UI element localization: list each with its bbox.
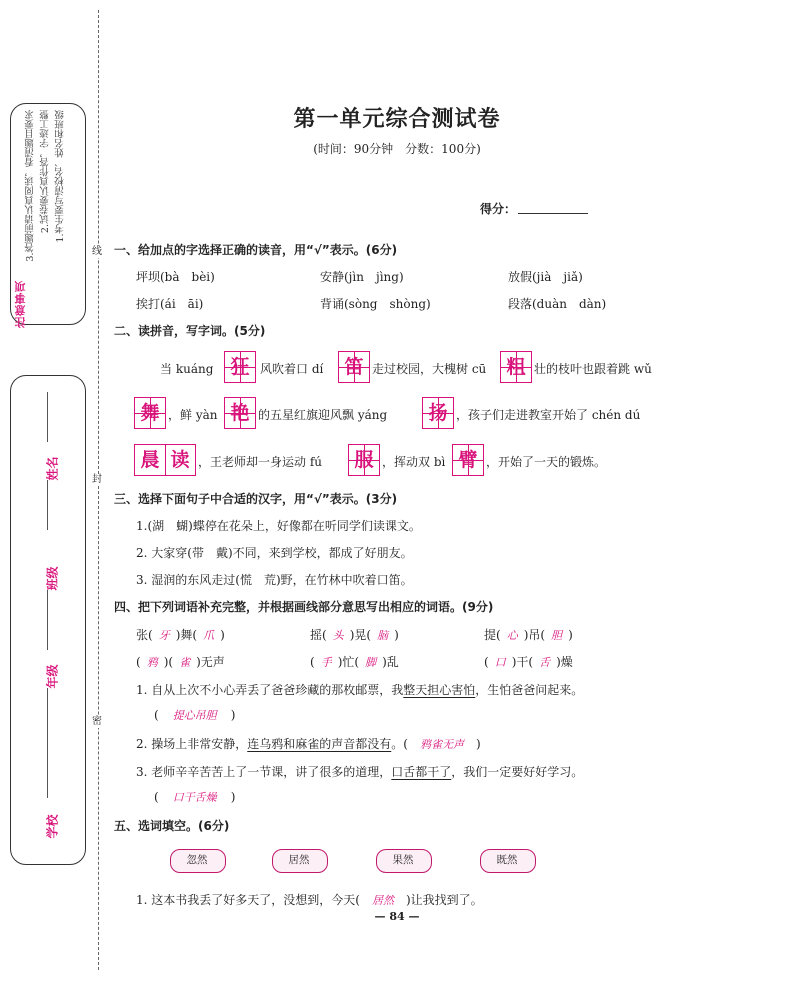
underlined-phrase: 整天担心害怕 — [403, 683, 476, 697]
idiom-fill: 手 — [320, 656, 332, 669]
answer-char: 狂 — [230, 356, 250, 378]
answer-char: 笛 — [344, 356, 364, 378]
section-4-heading: 四、把下列词语补充完整，并根据画线部分意思写出相应的词语。(9分) — [114, 600, 494, 614]
s2-text-1: 当 kuáng — [160, 362, 214, 376]
idiom-fill: 舌 — [539, 656, 551, 669]
idiom-fill: 口 — [494, 656, 506, 669]
student-info-box — [10, 375, 86, 865]
cut-mark-mi: 密 — [92, 716, 102, 727]
s1-item-1: 坪坝(bà bèi) — [136, 270, 215, 284]
name-label: 姓名 — [45, 456, 60, 481]
idiom-2: 摇( 头 )晃( 脑 ) — [310, 628, 399, 642]
s2-text-6: 的五星红旗迎风飘 yáng — [258, 408, 388, 422]
grade-label: 年级 — [45, 664, 60, 689]
score-field[interactable] — [518, 213, 588, 214]
answer-char: 扬 — [428, 402, 448, 424]
section-2-heading: 二、读拼音，写字词。(5分) — [114, 324, 266, 338]
handwritten-answer: 提心吊胆 — [172, 709, 217, 722]
underlined-phrase: 口舌都干了 — [391, 765, 452, 779]
name-line-top[interactable] — [47, 392, 48, 442]
answer-char: 粗 — [506, 356, 526, 378]
word-card-label: 果然 — [392, 854, 414, 866]
word-card-label: 既然 — [496, 854, 518, 866]
s2-text-8: ，王老师却一身运动 fú — [198, 455, 322, 469]
underlined-phrase: 连乌鸦和麻雀的声音都没有 — [247, 737, 392, 751]
idiom-6: ( 口 )干( 舌 )燥 — [484, 655, 573, 669]
handwritten-answer: 居然 — [371, 894, 394, 907]
s2-text-2: 风吹着口 dí — [260, 362, 324, 376]
idiom-5: ( 手 )忙( 脚 )乱 — [310, 655, 399, 669]
score-label: 得分： — [480, 202, 517, 216]
s3-item-1: 1.(湖 蝴)蝶停在花朵上，好像都在听同学们读课文。 — [136, 519, 421, 533]
answer-char: 读 — [170, 449, 190, 471]
s4-question-3: 3. 老师辛辛苦苦上了一节课，讲了很多的道理，口舌都干了，我们一定要好好学习。 — [136, 765, 584, 779]
s2-text-7: ，孩子们走进教室开始了 chén dú — [456, 408, 641, 422]
idiom-fill: 心 — [506, 629, 518, 642]
idiom-fill: 胆 — [551, 629, 563, 642]
answer-char: 舞 — [140, 402, 160, 424]
idiom-fill: 头 — [332, 629, 344, 642]
grade-line[interactable] — [47, 688, 48, 798]
answer-char: 服 — [354, 449, 374, 471]
word-card-label: 居然 — [288, 854, 310, 866]
handwritten-answer: 鸦雀无声 — [419, 738, 464, 751]
s4-question-1: 1. 自从上次不小心弄丢了爸爸珍藏的那枚邮票，我整天担心害怕，生怕爸爸问起来。 — [136, 683, 584, 697]
cut-mark-feng: 封 — [92, 474, 102, 485]
class-label: 班级 — [45, 566, 60, 591]
page-title: 第一单元综合测试卷 — [293, 107, 501, 132]
s2-text-3: 走过校园，大槐树 cū — [372, 362, 487, 376]
s4-answer-1: ( 提心吊胆 ) — [154, 708, 236, 722]
s2-text-9: ，挥动双 bì — [382, 455, 446, 469]
s3-item-2: 2. 大家穿(带 戴)不同，来到学校，都成了好朋友。 — [136, 546, 413, 560]
s1-item-2: 安静(jìn jìng) — [320, 270, 404, 284]
section-1-heading: 一、给加点的字选择正确的读音，用“√”表示。(6分) — [114, 243, 398, 257]
s4-question-2: 2. 操场上非常安静，连乌鸦和麻雀的声音都没有。( 鸦雀无声 ) — [136, 737, 481, 751]
page-number: — 84 — — [374, 910, 420, 923]
idiom-fill: 脑 — [377, 629, 389, 642]
notice-line-2: 2.试卷要认真作答，字迹工整 — [40, 110, 51, 234]
cut-mark-xian: 线 — [92, 246, 102, 257]
notice-line-1: 1.考生要写清校名、姓名和班级 — [55, 110, 66, 243]
idiom-fill: 雀 — [179, 656, 191, 669]
s1-item-5: 背诵(sòng shòng) — [320, 297, 431, 311]
s1-item-3: 放假(jià jiǎ) — [508, 270, 583, 284]
idiom-3: 提( 心 )吊( 胆 ) — [484, 628, 573, 642]
word-card — [370, 846, 436, 874]
answer-char: 晨 — [140, 449, 160, 471]
s2-text-5: ，鲜 yàn — [168, 408, 218, 422]
s2-text-4: 壮的枝叶也跟着跳 wǔ — [534, 362, 652, 376]
idiom-4: ( 鸦 )( 雀 )无声 — [136, 655, 225, 669]
answer-char: 臂 — [458, 449, 478, 471]
word-card — [164, 846, 230, 874]
school-label: 学校 — [45, 814, 60, 839]
word-card-label: 忽然 — [186, 854, 208, 866]
name-line[interactable] — [47, 480, 48, 530]
section-3-heading: 三、选择下面句子中合适的汉字，用“√”表示。(3分) — [114, 492, 398, 506]
answer-char: 艳 — [230, 402, 250, 424]
handwritten-answer: 口干舌燥 — [172, 791, 217, 804]
idiom-fill: 脚 — [365, 656, 377, 669]
idiom-fill: 爪 — [203, 629, 215, 642]
s1-item-4: 挨打(ái āi) — [136, 297, 204, 311]
idiom-1: 张( 牙 )舞( 爪 ) — [136, 628, 225, 642]
section-5-heading: 五、选词填空。(6分) — [114, 819, 230, 833]
idiom-fill: 鸦 — [146, 656, 158, 669]
exam-subtitle: (时间：90分钟 分数：100分) — [313, 142, 481, 156]
s1-item-6: 段落(duàn dàn) — [508, 297, 607, 311]
s2-text-10: ，开始了一天的锻炼。 — [486, 455, 607, 469]
s5-question-1: 1. 这本书我丢了好多天了，没想到，今天( 居然 )让我找到了。 — [136, 893, 483, 907]
class-line[interactable] — [47, 590, 48, 650]
s4-answer-3: ( 口干舌燥 ) — [154, 790, 236, 804]
idiom-fill: 牙 — [158, 629, 170, 642]
notice-title: 注意事项 — [14, 280, 27, 328]
word-card — [266, 846, 332, 874]
notice-line-3: 3.答题前请认真阅读，看清题目要求 — [25, 110, 36, 262]
s3-item-3: 3. 湿润的东风走过(慌 荒)野，在竹林中吹着口笛。 — [136, 573, 413, 587]
word-card — [474, 846, 540, 874]
